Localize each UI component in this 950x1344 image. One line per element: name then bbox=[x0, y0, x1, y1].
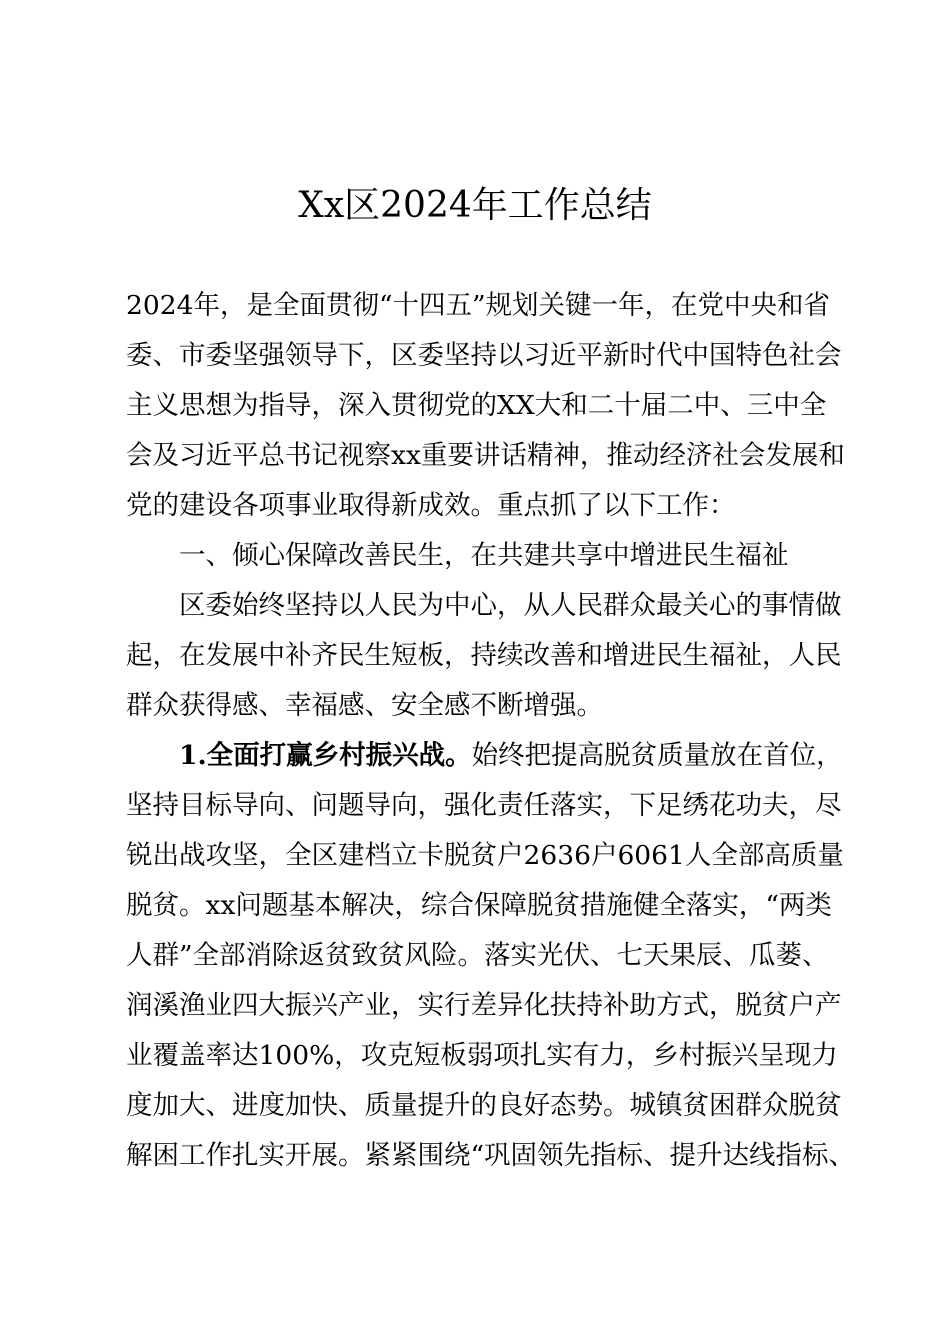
body-line: 人群”全部消除返贫致贫风险。落实光伏、七天果辰、瓜蒌、 bbox=[126, 940, 829, 971]
body-line: 坚持目标导向、问题导向，强化责任落实，下足绣花功夫，尽 bbox=[126, 790, 842, 821]
item-text: 始终把提高脱贫质量放在首位， bbox=[471, 740, 843, 771]
body-line: 润溪渔业四大振兴产业，实行差异化扶持补助方式，脱贫户产 bbox=[126, 990, 842, 1021]
body-line: 会及习近平总书记视察xx重要讲话精神，推动经济社会发展和 bbox=[126, 440, 845, 471]
body-line: 脱贫。xx问题基本解决，综合保障脱贫措施健全落实，“两类 bbox=[126, 890, 832, 921]
body-line: 区委始终坚持以人民为中心，从人民群众最关心的事情做 bbox=[179, 590, 842, 621]
body-line: 党的建设各项事业取得新成效。重点抓了以下工作： bbox=[126, 490, 736, 521]
body-line: 业覆盖率达100%，攻克短板弱项扎实有力，乡村振兴呈现力 bbox=[126, 1040, 838, 1071]
body-line: 2024年，是全面贯彻“十四五”规划关键一年，在党中央和省 bbox=[126, 290, 831, 321]
body-line: 主义思想为指导，深入贯彻党的XX大和二十届二中、三中全 bbox=[126, 390, 827, 421]
item-line bbox=[126, 731, 843, 781]
body-line: 起，在发展中补齐民生短板，持续改善和增进民生福祉，人民 bbox=[126, 640, 842, 671]
body-line: 锐出战攻坚，全区建档立卡脱贫户2636户6061人全部高质量 bbox=[126, 840, 844, 871]
item-heading: 1.全面打赢乡村振兴战。 bbox=[179, 740, 472, 771]
document-title: Xx区2024年工作总结 bbox=[298, 185, 652, 226]
section-heading: 一、倾心保障改善民生，在共建共享中增进民生福祉 bbox=[179, 540, 789, 571]
body-line: 解困工作扎实开展。紧紧围绕“巩固领先指标、提升达线指标、 bbox=[126, 1140, 856, 1171]
document-body bbox=[126, 281, 856, 1181]
body-line: 群众获得感、幸福感、安全感不断增强。 bbox=[126, 690, 603, 721]
body-line: 委、市委坚强领导下，区委坚持以习近平新时代中国特色社会 bbox=[126, 340, 842, 371]
body-line: 度加大、进度加快、质量提升的良好态势。城镇贫困群众脱贫 bbox=[126, 1090, 842, 1121]
